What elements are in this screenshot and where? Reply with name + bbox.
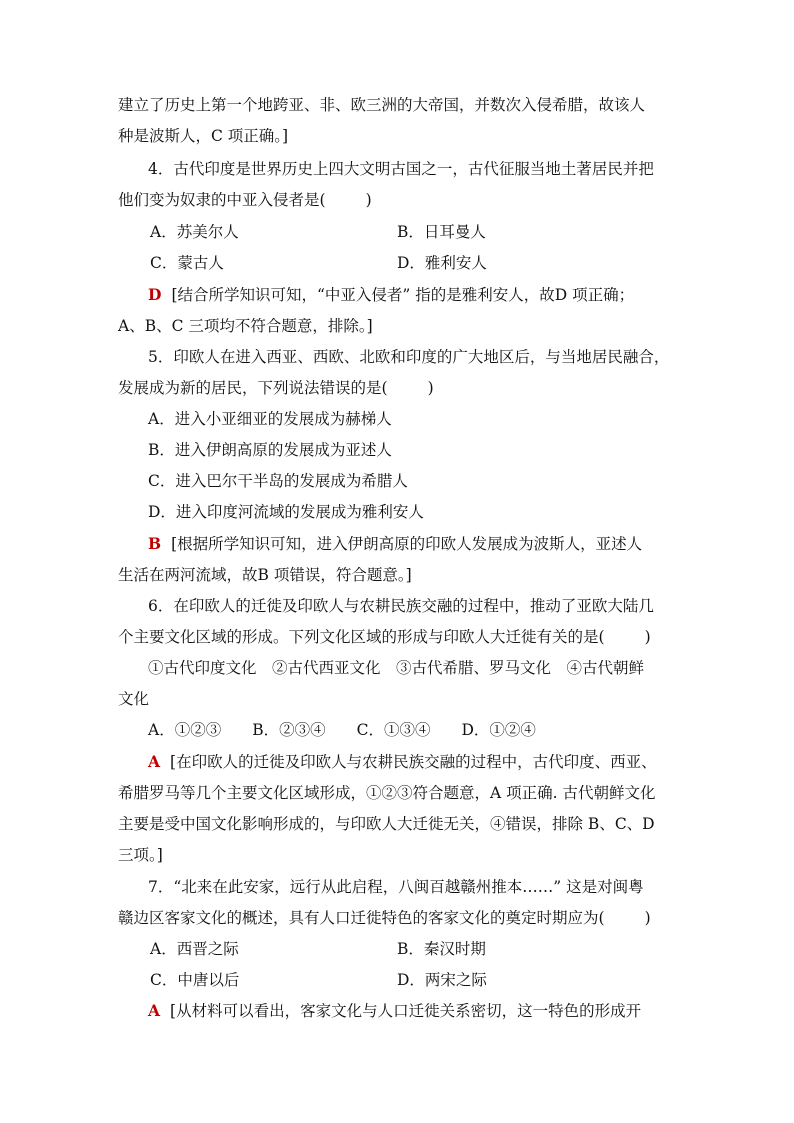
stem-text: 发展成为新的居民，下列说法错误的是( (118, 379, 388, 397)
option-b: B．进入伊朗高原的发展成为亚述人 (148, 441, 392, 459)
option-c: C．进入巴尔干半岛的发展成为希腊人 (148, 472, 408, 490)
option-b: B．日耳曼人 (397, 223, 486, 241)
text-line: 种是波斯人，C 项正确。] (118, 127, 289, 145)
option-c: C．蒙古人 (150, 254, 224, 272)
question-7-explanation (148, 1000, 708, 1022)
question-6-stem: 6．在印欧人的迁徙及印欧人与农耕民族交融的过程中，推动了亚欧大陆几 (148, 597, 654, 615)
option-c: C．中唐以后 (150, 971, 240, 989)
question-4-explanation-cont: A、B、C 三项均不符合题意，排除。] (118, 317, 373, 335)
answer-letter: B (148, 534, 162, 553)
paren-close: ) (365, 191, 372, 209)
text-line: 建立了历史上第一个地跨亚、非、欧三洲的大帝国，并数次入侵希腊，故该人 (118, 96, 646, 114)
question-7-stem-cont (118, 907, 678, 929)
question-6-items-cont: 文化 (118, 690, 150, 708)
question-5-explanation (148, 533, 708, 555)
question-6-stem-cont (118, 626, 678, 648)
option-a: A．进入小亚细亚的发展成为赫梯人 (148, 410, 392, 428)
question-6-explanation-cont: 三项。] (118, 846, 163, 864)
answer-letter: D (148, 285, 162, 304)
explanation-text: [根据所学知识可知，进入伊朗高原的印欧人发展成为波斯人，亚述人 (171, 535, 643, 553)
question-4-stem: 4．古代印度是世界历史上四大文明古国之一，古代征服当地土著居民并把 (148, 160, 654, 178)
answer-letter: A (148, 1001, 161, 1020)
stem-text: 个主要文化区域的形成。下列文化区域的形成与印欧人大迁徙有关的是( (118, 628, 605, 646)
option-d: D．雅利安人 (397, 254, 487, 272)
stem-text: 赣边区客家文化的概述，具有人口迁徙特色的客家文化的奠定时期应为( (118, 909, 605, 927)
option-b: B．秦汉时期 (397, 940, 486, 958)
question-5-explanation-cont: 生活在两河流域，故B 项错误，符合题意。] (118, 566, 412, 584)
question-6-explanation-cont: 希腊罗马等几个主要文化区域形成，①②③符合题意，A 项正确. 古代朝鲜文化 (118, 784, 656, 802)
question-6-items: ①古代印度文化 ②古代西亚文化 ③古代希腊、罗马文化 ④古代朝鲜 (148, 659, 645, 677)
explanation-text: [从材料可以看出，客家文化与人口迁徙关系密切，这一特色的形成开 (170, 1002, 642, 1020)
explanation-text: [结合所学知识可知，“中亚入侵者” 指的是雅利安人，故D 项正确； (171, 286, 635, 304)
option-a: A．苏美尔人 (150, 223, 239, 241)
question-6-options: A．①②③ B．②③④ C．①③④ D．①②④ (148, 721, 536, 739)
explanation-text: [在印欧人的迁徙及印欧人与农耕民族交融的过程中，古代印度、西亚、 (170, 753, 657, 771)
stem-text: 他们变为奴隶的中亚入侵者是( (118, 191, 326, 209)
paren-close: ) (644, 628, 651, 646)
question-5-stem: 5．印欧人在进入西亚、西欧、北欧和印度的广大地区后，与当地居民融合， (148, 348, 670, 366)
answer-letter: A (148, 752, 161, 771)
option-a: A．西晋之际 (150, 940, 239, 958)
question-6-explanation (148, 751, 708, 773)
question-5-stem-cont (118, 377, 678, 399)
question-4-stem-cont (118, 189, 678, 211)
option-d: D．进入印度河流域的发展成为雅利安人 (148, 503, 424, 521)
question-4-explanation (148, 284, 708, 306)
question-6-explanation-cont: 主要是受中国文化影响形成的，与印欧人大迁徙无关，④错误，排除 B、C、D (118, 815, 655, 833)
paren-close: ) (644, 909, 651, 927)
paren-close: ) (427, 379, 434, 397)
question-7-stem: 7．“北来在此安家，远行从此启程，八闽百越赣州推本……” 这是对闽粤 (148, 878, 644, 896)
option-d: D．两宋之际 (397, 971, 487, 989)
